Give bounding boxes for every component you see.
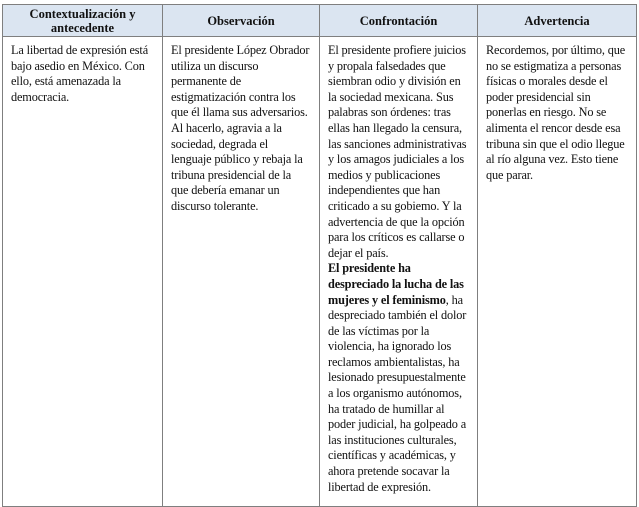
confrontacion-rest-text: , ha despreciado también el dolor de las víctimas por la violencia, ha ignorado los reclamos ambientalistas, ha lesionado presupuestalmente a los organismo autónomos, ha tratado de humillar al poder judicial, ha golpeado a las instituciones culturales, científicas y académicas, y ahora pretende socavar la libertad de expresión. xyxy=(328,292,467,494)
confrontacion-text-2 xyxy=(328,261,469,495)
cell-observacion xyxy=(163,37,320,507)
header-observacion: Observación xyxy=(163,5,320,37)
confrontacion-bold-text: El presidente ha despreciado la lucha de las mujeres y el feminismo xyxy=(328,261,464,307)
table-row xyxy=(3,37,637,507)
header-row xyxy=(3,5,637,37)
contexto-text: La libertad de expresión está bajo asedio en México. Con ello, está amenazada la democracia. xyxy=(11,43,149,104)
cell-contexto xyxy=(3,37,163,507)
header-contexto: Contextualización y antecedente xyxy=(3,5,163,37)
cell-advertencia xyxy=(478,37,637,507)
observacion-text: El presidente López Obrador utiliza un discurso permanente de estigmatización contra los que él llama sus adversarios. Al hacerlo, agravia a la sociedad, degrada el lenguaje público y rebaja la tribuna presidencial de la que debería emanar un discurso tolerante. xyxy=(171,43,310,213)
confrontacion-text-1: El presidente profiere juicios y propala falsedades que siembran odio y división en la sociedad mexicana. Sus palabras son órdenes: tras ellas han llegado la censura, las sanciones administrativas y los amagos judiciales a los medios y publicaciones independientes que han criticado a su gobiemo. Y la advertencia de que la opción para los críticos es callarse o dejar el país. xyxy=(328,43,467,260)
analysis-table xyxy=(2,4,637,507)
header-confrontacion: Confrontación xyxy=(320,5,478,37)
advertencia-text: Recordemos, por último, que no se estigmatiza a personas físicas o morales desde el poder presidencial sin ponerlas en riesgo. No se alimenta el rencor desde esa tribuna sin que el odio llegue al río alguna vez. Esto tiene que parar. xyxy=(486,43,626,182)
cell-confrontacion xyxy=(320,37,478,507)
header-advertencia: Advertencia xyxy=(478,5,637,37)
